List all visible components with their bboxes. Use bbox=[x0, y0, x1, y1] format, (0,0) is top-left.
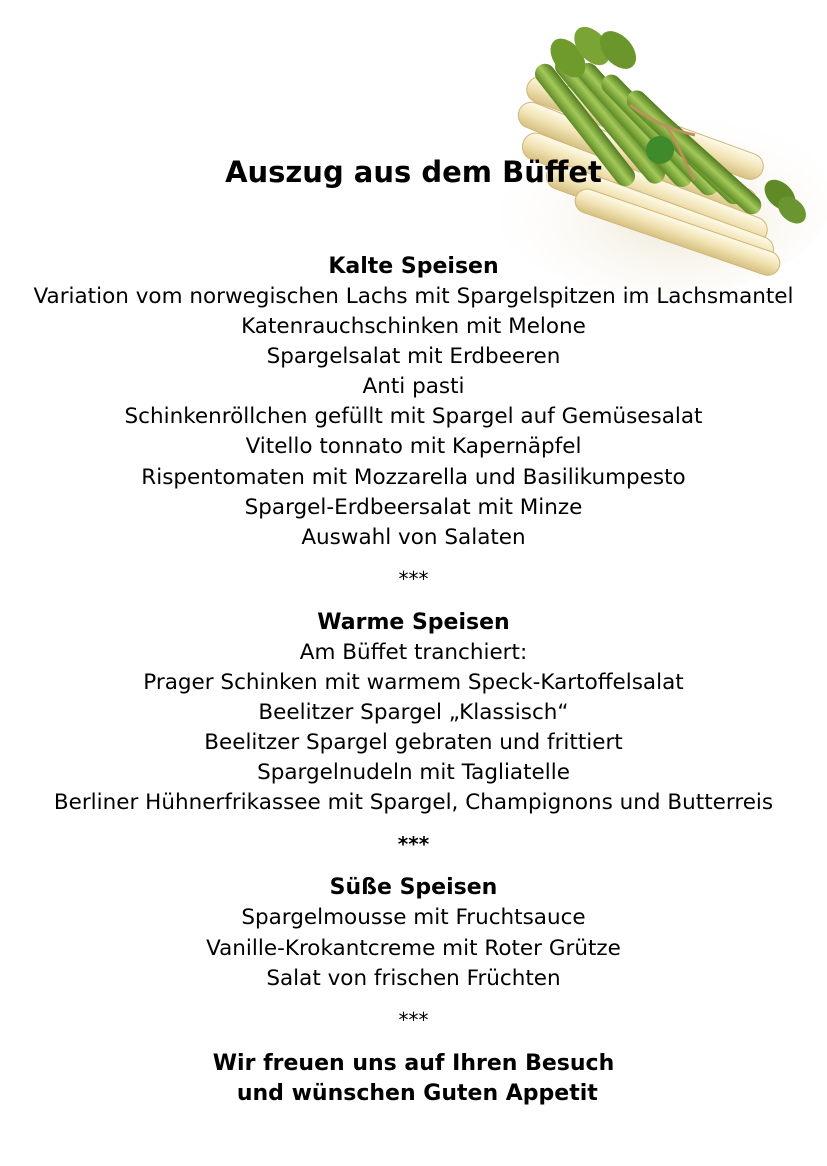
menu-item: Spargel-Erdbeersalat mit Minze bbox=[244, 494, 583, 520]
menu-item: Spargelsalat mit Erdbeeren bbox=[266, 344, 561, 370]
menu-item: Rispentomaten mit Mozzarella und Basilikumpesto bbox=[141, 464, 686, 490]
menu-item: Salat von frischen Früchten bbox=[266, 965, 561, 991]
menu-item: Katenrauchschinken mit Melone bbox=[241, 314, 586, 340]
section-heading: Süße Speisen bbox=[329, 875, 498, 901]
menu-item: Anti pasti bbox=[362, 374, 465, 400]
page-title: Auszug aus dem Büffet bbox=[225, 155, 602, 189]
buffet-menu bbox=[0, 252, 827, 1109]
section-suesse-speisen bbox=[0, 873, 827, 1034]
closing-line: und wünschen Guten Appetit bbox=[229, 1080, 598, 1106]
menu-item: Variation vom norwegischen Lachs mit Spargelspitzen im Lachsmantel bbox=[33, 284, 794, 309]
menu-item: Prager Schinken mit warmem Speck-Kartoffelsalat bbox=[143, 669, 684, 695]
section-separator: *** bbox=[397, 832, 430, 857]
menu-item: Spargelmousse mit Fruchtsauce bbox=[241, 905, 586, 931]
closing-line: Wir freuen uns auf Ihren Besuch bbox=[212, 1050, 615, 1076]
menu-item: Beelitzer Spargel „Klassisch“ bbox=[258, 700, 569, 726]
section-kalte-speisen bbox=[0, 252, 827, 594]
section-separator: *** bbox=[398, 566, 429, 591]
menu-item: Spargelnudeln mit Tagliatelle bbox=[257, 760, 570, 786]
section-heading: Warme Speisen bbox=[317, 609, 510, 635]
menu-item: Beelitzer Spargel gebraten und frittiert bbox=[204, 730, 623, 756]
section-heading: Kalte Speisen bbox=[328, 254, 499, 279]
menu-item: Am Büffet tranchiert: bbox=[299, 639, 528, 665]
closing-message bbox=[0, 1049, 827, 1109]
section-separator: *** bbox=[398, 1007, 429, 1032]
section-warme-speisen bbox=[0, 608, 827, 860]
menu-item: Berliner Hühnerfrikassee mit Spargel, Champignons und Butterreis bbox=[53, 790, 774, 816]
menu-item: Vitello tonnato mit Kapernäpfel bbox=[245, 434, 582, 460]
menu-item: Schinkenröllchen gefüllt mit Spargel auf Gemüsesalat bbox=[124, 404, 703, 430]
menu-item: Auswahl von Salaten bbox=[301, 524, 526, 550]
menu-item: Vanille-Krokantcreme mit Roter Grütze bbox=[206, 935, 621, 961]
